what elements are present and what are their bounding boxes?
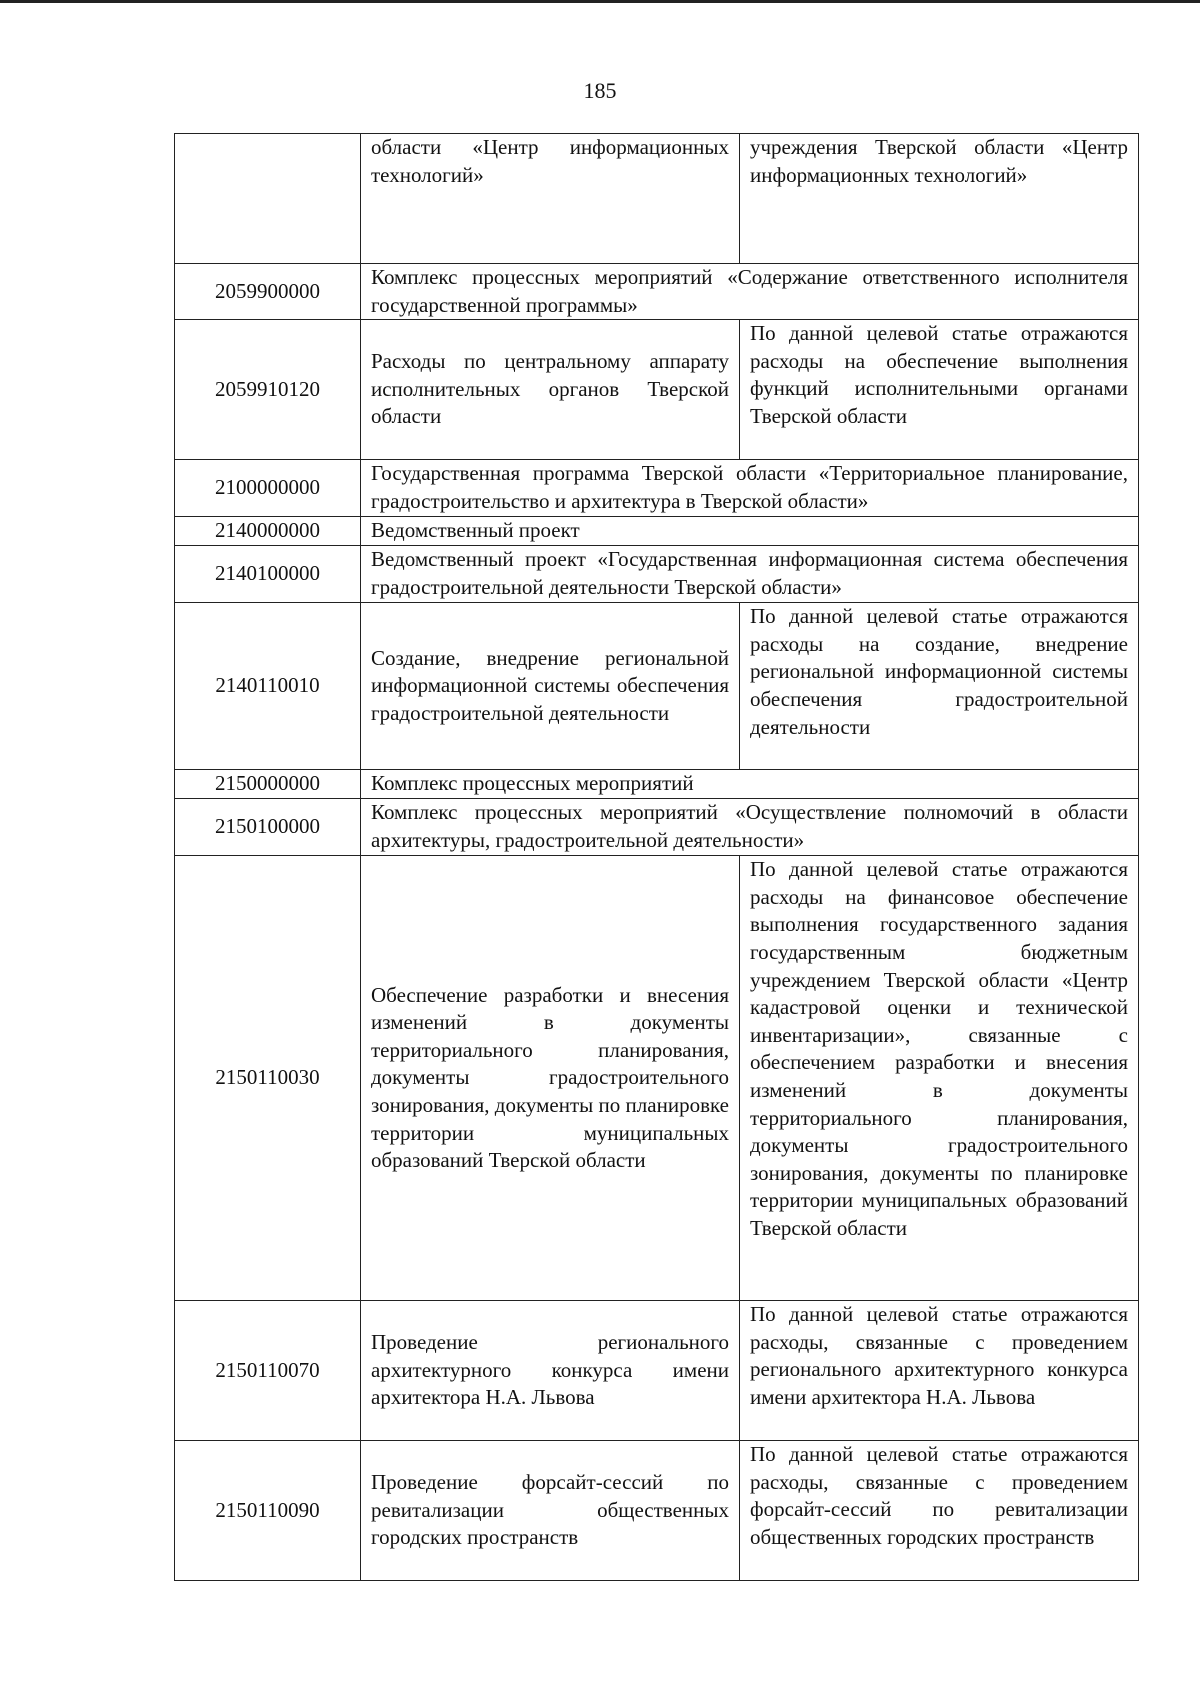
page-number: 185: [583, 78, 617, 103]
description-cell: По данной целевой статье отражаются расходы, связанные с проведением регионального архитектурного конкурса имени архитектора Н.А. Львова: [740, 1301, 1139, 1441]
name-cell: Расходы по центральному аппарату исполнительных органов Тверской области: [361, 320, 740, 460]
budget-classification-table: [174, 133, 1139, 1581]
table-row: [175, 546, 1139, 603]
code-cell: 2100000000: [175, 460, 361, 517]
table-row: [175, 320, 1139, 460]
code-cell: [175, 134, 361, 264]
merged-name-cell: Комплекс процессных мероприятий «Содержание ответственного исполнителя государственной программы»: [361, 264, 1139, 320]
code-cell: 2059900000: [175, 264, 361, 320]
code-cell: 2150110090: [175, 1441, 361, 1581]
code-cell: 2150110030: [175, 856, 361, 1301]
table-row: [175, 1441, 1139, 1581]
table-row: [175, 1301, 1139, 1441]
table-row: [175, 134, 1139, 264]
code-cell: 2150100000: [175, 799, 361, 856]
merged-name-cell: Комплекс процессных мероприятий «Осуществление полномочий в области архитектуры, градостроительной деятельности»: [361, 799, 1139, 856]
description-cell: учреждения Тверской области «Центр информационных технологий»: [740, 134, 1139, 264]
table-row: [175, 770, 1139, 799]
code-cell: 2059910120: [175, 320, 361, 460]
code-cell: 2150000000: [175, 770, 361, 799]
table-row: [175, 856, 1139, 1301]
merged-name-cell: Комплекс процессных мероприятий: [361, 770, 1139, 799]
table-row: [175, 460, 1139, 517]
table-row: [175, 264, 1139, 320]
code-cell: 2140000000: [175, 517, 361, 546]
name-cell: Создание, внедрение региональной информационной системы обеспечения градостроительной деятельности: [361, 603, 740, 770]
name-cell: Проведение форсайт-сессий по ревитализации общественных городских пространств: [361, 1441, 740, 1581]
description-cell: По данной целевой статье отражаются расходы на создание, внедрение региональной информационной системы обеспечения градостроительной деятельности: [740, 603, 1139, 770]
merged-name-cell: Государственная программа Тверской области «Территориальное планирование, градостроительство и архитектура в Тверской области»: [361, 460, 1139, 517]
description-cell: По данной целевой статье отражаются расходы на обеспечение выполнения функций исполнительными органами Тверской области: [740, 320, 1139, 460]
top-border-line: [0, 0, 1200, 3]
name-cell: Обеспечение разработки и внесения изменений в документы территориального планирования, документы градостроительного зонирования, документы по планировке территории муниципальных образований Тверской области: [361, 856, 740, 1301]
table-row: [175, 603, 1139, 770]
table-row: [175, 799, 1139, 856]
table-row: [175, 517, 1139, 546]
name-cell: области «Центр информационных технологий»: [361, 134, 740, 264]
description-cell: По данной целевой статье отражаются расходы на финансовое обеспечение выполнения государственного задания государственным бюджетным учреждением Тверской области «Центр кадастровой оценки и технической инвентаризации», связанные с обеспечением разработки и внесения изменений в документы территориального планирования, документы градостроительного зонирования, документы по планировке территории муниципальных образований Тверской области: [740, 856, 1139, 1301]
merged-name-cell: Ведомственный проект: [361, 517, 1139, 546]
code-cell: 2150110070: [175, 1301, 361, 1441]
name-cell: Проведение регионального архитектурного конкурса имени архитектора Н.А. Львова: [361, 1301, 740, 1441]
merged-name-cell: Ведомственный проект «Государственная информационная система обеспечения градостроительной деятельности Тверской области»: [361, 546, 1139, 603]
description-cell: По данной целевой статье отражаются расходы, связанные с проведением форсайт-сессий по ревитализации общественных городских пространств: [740, 1441, 1139, 1581]
code-cell: 2140100000: [175, 546, 361, 603]
code-cell: 2140110010: [175, 603, 361, 770]
